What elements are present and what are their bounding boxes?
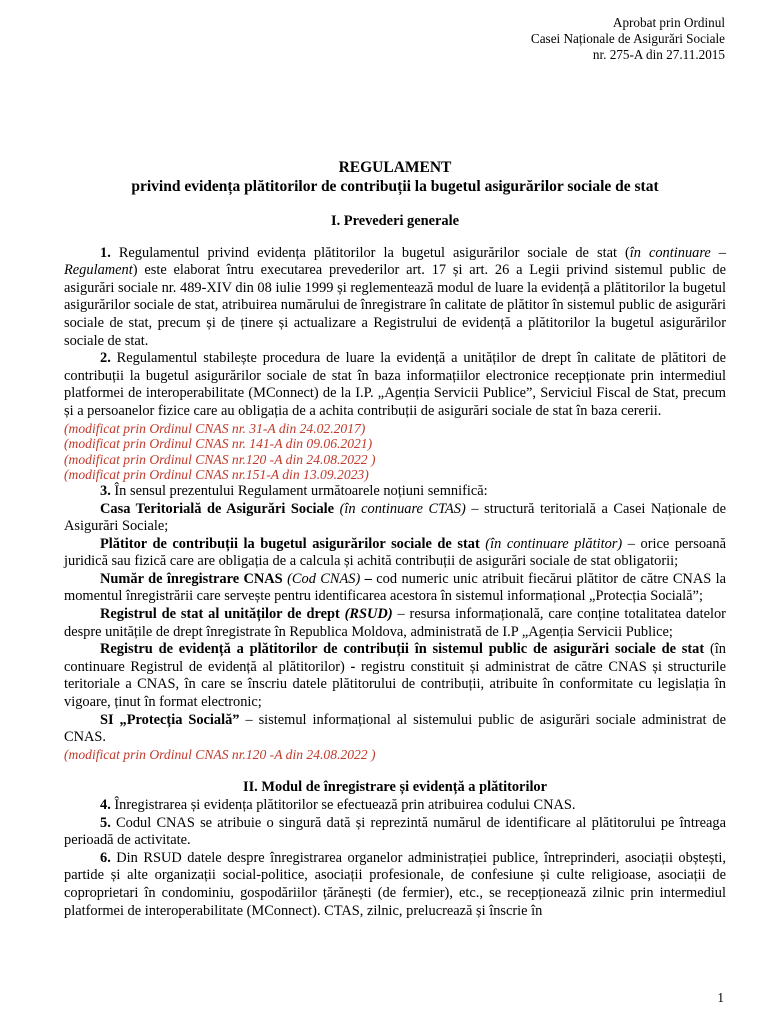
definition-term: Plătitor de contribuții la bugetul asigurărilor sociale de stat <box>100 535 480 552</box>
paragraph-text: În sensul prezentului Regulament următoarele noțiuni semnifică: <box>110 482 488 499</box>
definition-abbrev: (în continuare plătitor) <box>479 535 623 552</box>
section-title: II. Modul de înregistrare și evidență a plătitorilor <box>242 779 548 796</box>
paragraph-5 <box>64 815 726 850</box>
definition-abbrev: (în continuare CTAS) <box>334 500 466 517</box>
paragraph-1 <box>64 245 726 351</box>
amendment-note: (modificat prin Ordinul CNAS nr. 141-A din 09.06.2021) <box>64 436 373 452</box>
paragraph-number: 5. <box>100 814 111 831</box>
paragraph-3 <box>64 483 726 501</box>
approval-line: nr. 275-A din 27.11.2015 <box>592 47 725 62</box>
approval-header <box>531 15 725 63</box>
definition-term: SI „Protecția Socială” <box>100 711 240 728</box>
amendment-note: (modificat prin Ordinul CNAS nr.120 -A din 24.08.2022 ) <box>64 746 376 762</box>
definition-dash: – <box>360 570 372 587</box>
page-number: 1 <box>717 990 724 1005</box>
definition-dash: - <box>350 658 356 675</box>
paragraph-text: Din RSUD datele despre înregistrarea organelor administrației publice, întreprinderi, asociații obștești, partide și alte organizații social-politice, asociații profesionale, de confesiune și culte religioase, asociații de coproprietari în condominiu, gospodăriilor țărănești (de fermier), etc., se recepționează zilnic prin intermediul platformei de interoperabilitate (MConnect). CTAS, zilnic, prelucrează și înscrie în <box>64 849 726 919</box>
definition-text: – structură teritorială a Casei Naționale de Asigurări Sociale; <box>64 500 726 535</box>
paragraph-text: Regulamentul stabilește procedura de luare la evidență a unităților de drept în calitate de plătitori de contribuții la bugetul asigurărilor sociale de stat în baza informațiilor electronice recepționate prin intermediul platformei de interoperabilitate (MConnect) de la I.P. „Agenția Servicii Publice”, Serviciul Fiscal de Stat, precum și a persoanelor fizice care au obligația de a achita contribuții de asigurări sociale de stat în baza cererii. <box>64 350 726 419</box>
paragraph-italic: în continuare – Regulament <box>64 244 726 279</box>
definition-si <box>64 712 726 747</box>
approval-line: Aprobat prin Ordinul <box>612 15 725 30</box>
approval-line: Casei Naționale de Asigurări Sociale <box>530 31 725 46</box>
definition-text: (în continuare Registrul de evidență al plătitorilor) <box>64 641 726 675</box>
definition-ctas <box>64 501 726 536</box>
amendment-note: (modificat prin Ordinul CNAS nr.120 -A din 24.08.2022 ) <box>64 451 376 467</box>
definition-term: Casa Teritorială de Asigurări Sociale <box>100 500 335 517</box>
definition-term: Registrul de stat al unităților de drept <box>100 606 340 623</box>
paragraph-number: 1. <box>100 244 111 261</box>
amendment-note: (modificat prin Ordinul CNAS nr. 31-A din 24.02.2017) <box>64 420 366 436</box>
definition-abbrev: (RSUD) <box>339 606 393 623</box>
paragraph-number: 6. <box>100 849 111 866</box>
paragraph-number: 2. <box>100 350 111 367</box>
paragraph-6 <box>64 850 726 920</box>
paragraph-number: 3. <box>100 482 111 499</box>
paragraph-4 <box>64 797 726 815</box>
definition-term: Număr de înregistrare CNAS <box>100 570 283 587</box>
document-subtitle: privind evidența plătitorilor de contribuții la bugetul asigurărilor sociale de stat <box>131 178 659 195</box>
definition-platitor <box>64 536 726 571</box>
amendment-note: (modificat prin Ordinul CNAS nr.151-A din 13.09.2023) <box>64 467 369 483</box>
definition-text: – resursa informațională, care conține totalitatea datelor despre unitățile de drept înregistrate în Republica Moldova, administrată de I.P „Agenția Servicii Publice; <box>64 606 726 640</box>
definition-cod-cnas <box>64 571 726 606</box>
section-title: I. Prevederi generale <box>331 213 459 229</box>
definition-abbrev: (Cod CNAS) <box>282 570 361 587</box>
definition-registru <box>64 641 726 711</box>
paragraph-text: ) este elaborat întru executarea prevederilor art. 17 și art. 26 a Legii privind sistemul public de asigurări sociale nr. 489-XIV din 08 iulie 1999 și reglementează modul de luare la evidență a plătitorilor la bugetul asigurărilor sociale de stat, atribuirea numărului de înregistrare în calitate de plătitor în sistemul public de asigurări sociale de stat, precum și de ținere și actualizare a Registrului de evidență a plătitorilor la bugetul asigurărilor sociale de stat. <box>64 262 726 349</box>
definition-rsud <box>64 606 726 641</box>
paragraph-number: 4. <box>100 797 111 813</box>
paragraph-text: Înregistrarea și evidența plătitorilor se efectuează prin atribuirea codului CNAS. <box>110 797 576 813</box>
definition-text: registru constituit și administrat de către CNAS și structurile teritoriale a CNAS, în care se înscriu datele plătitorului de contribuții, atribuite în conformitate cu legislația în vigoare, ținut în format electronic; <box>64 658 726 711</box>
definition-text: – sistemul informațional al sistemului public de asigurări sociale administrat de CNAS. <box>64 711 727 746</box>
definition-term: Registru de evidență a plătitorilor de contribuții în sistemul public de asigurări sociale de stat <box>100 641 705 658</box>
definition-text: cod numeric unic atribuit fiecărui plătitor de către CNAS la momentul înregistrării care servește pentru identificarea acestora în sistemul informațional „Protecția Socială”; <box>64 570 727 605</box>
paragraph-text: Codul CNAS se atribuie o singură dată și reprezintă numărul de identificare al plătitorului pe întreaga perioadă de activitate. <box>64 814 726 849</box>
paragraph-text: Regulamentul privind evidența plătitorilor la bugetul asigurărilor sociale de stat ( <box>110 244 630 261</box>
paragraph-2 <box>64 350 726 420</box>
document-body <box>64 158 726 920</box>
definition-text: – orice persoană juridică sau fizică care are obligația de a calcula și achită contribuții de asigurări sociale de stat obligatorii; <box>64 535 726 570</box>
document-title: REGULAMENT <box>338 159 452 176</box>
